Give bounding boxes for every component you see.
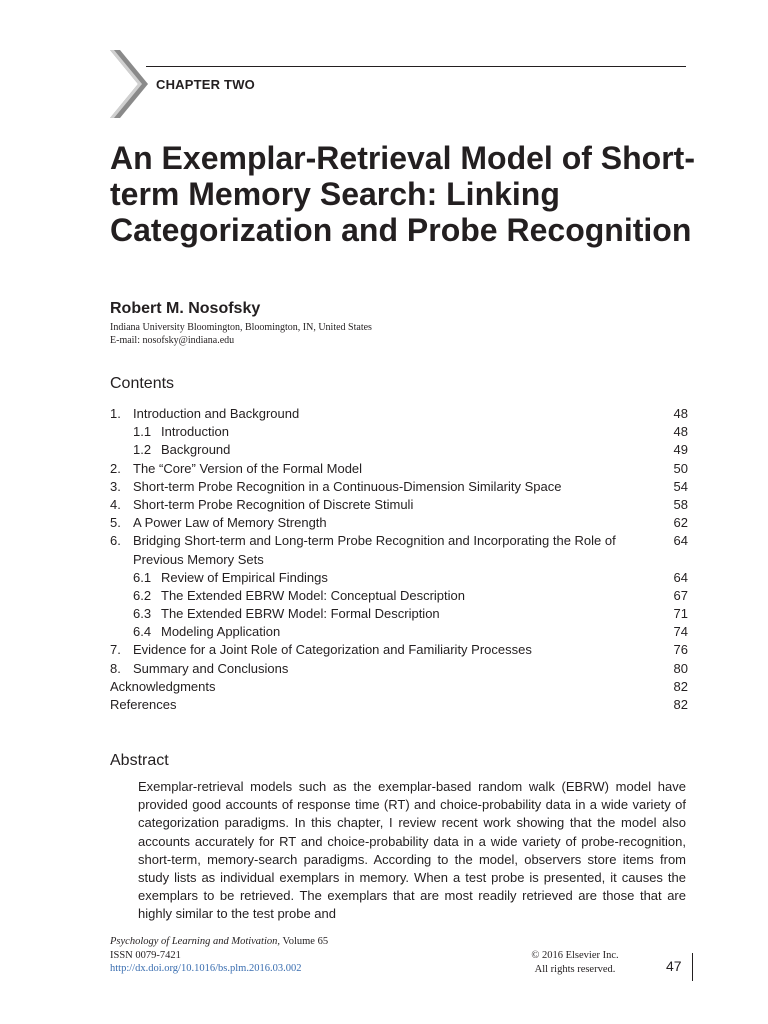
toc-entry-title: The Extended EBRW Model: Formal Description: [161, 606, 440, 622]
toc-entry-number: 6.1: [133, 569, 152, 585]
toc-entry-page: 82: [673, 678, 688, 694]
toc-entry-title: Evidence for a Joint Role of Categorization and Familiarity Processes: [133, 642, 532, 658]
toc-entry-number: 8.: [110, 660, 121, 676]
chapter-header-rule: [146, 66, 686, 67]
abstract-text: Exemplar-retrieval models such as the exemplar-based random walk (EBRW) model have provided good accounts of response time (RT) and choice-probability data in a wide variety of categorization paradigms. In this chapter, I review recent work showing that the model also accounts accurately for RT and choice-probability data in a wide variety of probe-recognition, short-term, memory-search paradigms. According to the model, observers store items from study lists as individual exemplars in memory. When a test probe is presented, it causes the exemplars to be retrieved. The exemplars that are most readily retrieved are those that are highly similar to the test probe and: [138, 779, 686, 922]
toc-entry-title: The “Core” Version of the Formal Model: [133, 460, 363, 476]
footer-publication-info: [110, 935, 328, 976]
toc-entry-page: 64: [673, 569, 688, 585]
toc-entry-page: 48: [673, 424, 688, 440]
toc-entry-number: 2.: [110, 460, 121, 476]
toc-entry-title: The Extended EBRW Model: Conceptual Description: [161, 587, 465, 603]
toc-entry: [110, 441, 688, 459]
chapter-title: An Exemplar-Retrieval Model of Short-term Memory Search: Linking Categorization and Probe Recognition: [110, 140, 695, 248]
toc-entry: [110, 696, 688, 714]
toc-entry-page: 74: [673, 624, 688, 640]
footer-rights: All rights reserved.: [534, 963, 616, 975]
toc-entry-page: 64: [673, 533, 688, 549]
contents-heading: Contents: [110, 375, 175, 392]
author-email: E-mail: nosofsky@indiana.edu: [110, 335, 235, 346]
toc-entry-number: 6.: [110, 533, 121, 549]
chapter-chevron-icon: [110, 50, 150, 118]
page-number-rule: [692, 953, 693, 981]
toc-entry-title: Short-term Probe Recognition of Discrete Stimuli: [133, 496, 414, 512]
toc-entry: [110, 605, 688, 623]
toc-entry-number: 1.: [110, 406, 121, 421]
toc-entry-page: 71: [673, 606, 688, 622]
toc-entry-title: Acknowledgments: [110, 678, 216, 694]
table-of-contents: [110, 405, 688, 714]
chapter-label: CHAPTER TWO: [156, 77, 255, 92]
toc-entry-title: References: [110, 697, 177, 713]
toc-entry: [110, 660, 688, 678]
toc-entry-page: 54: [673, 478, 688, 494]
toc-entry-page: 67: [673, 587, 688, 603]
toc-entry: [110, 678, 688, 696]
toc-entry-title: Summary and Conclusions: [133, 660, 289, 676]
toc-entry-number: 1.2: [133, 442, 152, 458]
toc-entry: [110, 423, 688, 441]
toc-entry-number: 6.4: [133, 624, 152, 640]
toc-entry-page: 49: [673, 442, 688, 458]
footer-journal: Psychology of Learning and Motivation,: [110, 936, 281, 947]
toc-entry: [110, 641, 688, 659]
toc-entry-title: A Power Law of Memory Strength: [133, 515, 327, 531]
toc-entry: [110, 587, 688, 605]
toc-entry-page: 76: [673, 642, 688, 658]
author-affiliation-block: [110, 321, 372, 347]
footer-copyright-block: [500, 949, 650, 976]
toc-entry-page: 82: [673, 697, 688, 713]
author-affiliation: Indiana University Bloomington, Bloomington, IN, United States: [110, 322, 372, 333]
toc-entry: [110, 478, 688, 496]
toc-entry-title: Background: [161, 442, 231, 458]
toc-entry-page: 58: [673, 496, 688, 512]
toc-entry-number: 3.: [110, 478, 121, 494]
toc-entry: [110, 405, 688, 423]
footer-copyright: © 2016 Elsevier Inc.: [531, 950, 619, 961]
toc-entry-number: 4.: [110, 496, 121, 512]
toc-entry: [110, 569, 688, 587]
toc-entry-page: 50: [673, 460, 688, 476]
author-name: Robert M. Nosofsky: [110, 300, 261, 317]
toc-entry: [110, 496, 688, 514]
toc-entry-number: 6.3: [133, 606, 152, 622]
abstract-heading: Abstract: [110, 752, 169, 769]
toc-entry-number: 7.: [110, 642, 121, 658]
toc-entry-title: Modeling Application: [161, 624, 281, 640]
toc-entry-number: 6.2: [133, 587, 152, 603]
footer-issn: ISSN 0079-7421: [110, 949, 181, 961]
toc-entry-title: Introduction: [161, 424, 229, 440]
toc-entry-page: 62: [673, 515, 688, 531]
toc-entry-title: Short-term Probe Recognition in a Continuous-Dimension Similarity Space: [133, 478, 562, 494]
toc-entry-page: 80: [673, 660, 688, 676]
toc-entry-title: Introduction and Background: [133, 406, 300, 421]
footer-volume: Volume 65: [282, 936, 329, 947]
toc-entry: [110, 514, 688, 532]
page-number: 47: [666, 958, 682, 974]
toc-entry: [110, 623, 688, 641]
toc-entry-page: 48: [673, 406, 688, 421]
toc-entry-title: Review of Empirical Findings: [161, 569, 328, 585]
toc-entry-title: Bridging Short-term and Long-term Probe Recognition and Incorporating the Role of Previous Memory Sets: [133, 533, 616, 567]
footer-doi-link[interactable]: http://dx.doi.org/10.1016/bs.plm.2016.03.002: [110, 963, 302, 974]
toc-entry: [110, 532, 688, 568]
toc-entry-number: 1.1: [133, 424, 152, 440]
toc-entry: [110, 460, 688, 478]
toc-entry-number: 5.: [110, 515, 121, 531]
